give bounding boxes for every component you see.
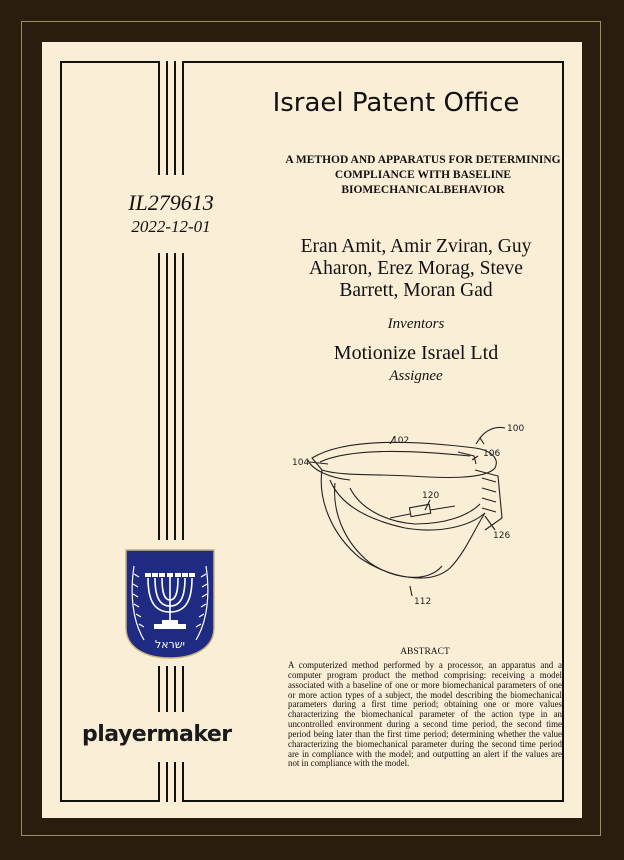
figure-label-126: 126: [493, 531, 511, 541]
assignee-label: Assignee: [389, 368, 443, 384]
logo-part-player: player: [82, 722, 157, 747]
inventors-label: Inventors: [387, 316, 445, 332]
patent-number: IL279613: [128, 190, 214, 215]
israel-emblem-icon: [124, 548, 216, 660]
figure-label-100: 100: [507, 424, 525, 434]
figure-label-112: 112: [414, 597, 432, 607]
patent-title: A METHOD AND APPARATUS FOR DETERMINING COMPLIANCE WITH BASELINE BIOMECHANICALBEHAVIOR: [285, 154, 561, 196]
logo-part-maker: maker: [156, 722, 232, 747]
inventors-names: Eran Amit, Amir Zviran, Guy Aharon, Erez Morag, Steve Barrett, Moran Gad: [300, 236, 532, 301]
figure-label-120: 120: [422, 491, 440, 501]
patent-date: 2022-12-01: [131, 217, 211, 236]
figure-label-102: 102: [392, 436, 410, 446]
patent-drawing: [290, 418, 555, 616]
playermaker-logo: [82, 722, 232, 747]
figure-label-106: 106: [483, 449, 501, 459]
abstract-text: A computerized method performed by a processor, an apparatus and a computer program product the method comprising: receiving a model associated with a baseline of one or more biomechanical parameters of one or more action types of a subject, the model describing the biomechanical parameters during a first time period; obtaining one or more values characterizing the biomechanical parameter of the action type in an uncontrolled environment during a second time period, the second time period being later than the first time period; determining whether the value characterizing the biomechanical parameter during the second time period are in compliance with the model; and outputting an alert if the values are not in compliance with the model.: [288, 660, 562, 769]
office-heading: Israel Patent Office: [272, 88, 520, 118]
emblem-text: ישראל: [154, 638, 186, 651]
abstract-heading: ABSTRACT: [400, 647, 450, 657]
assignee-name: Motionize Israel Ltd: [333, 342, 499, 364]
figure-label-104: 104: [292, 458, 310, 468]
